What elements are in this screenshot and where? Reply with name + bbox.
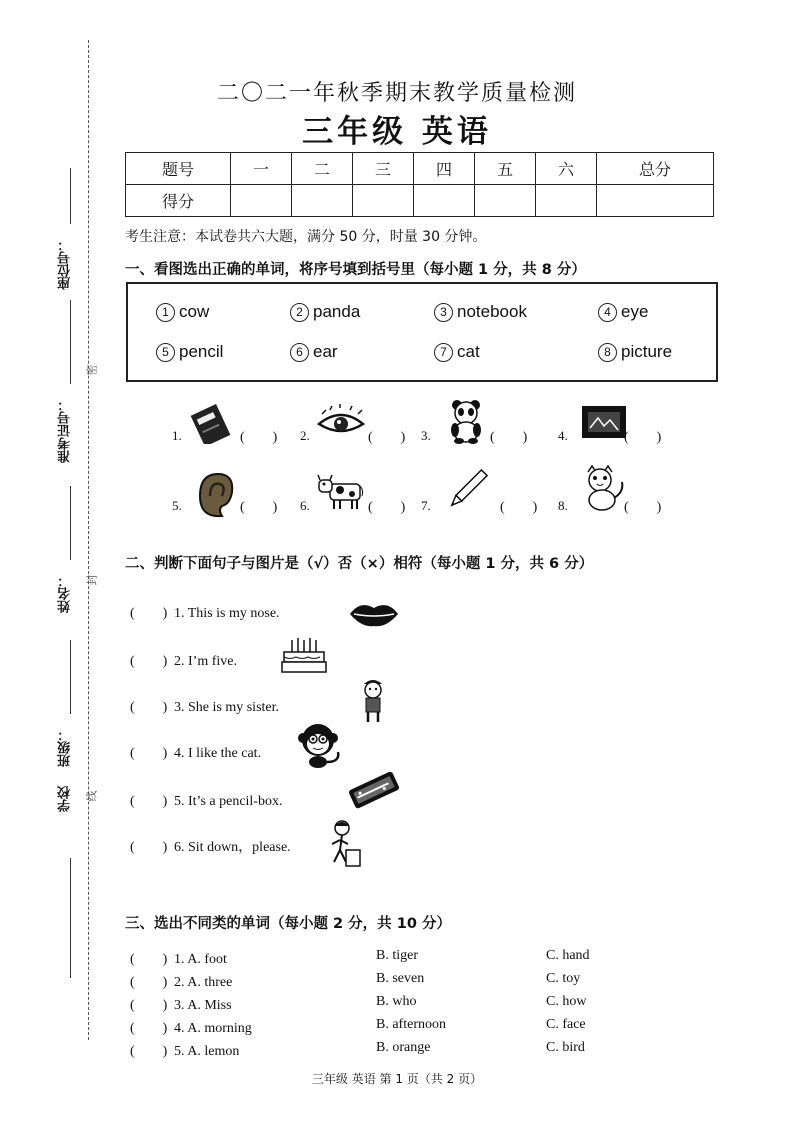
answer-blank[interactable]: ( ) bbox=[130, 794, 168, 809]
choice-question: 1. A. foot bbox=[174, 952, 227, 967]
word-number: 3 bbox=[434, 303, 453, 322]
score-row-label: 得分 bbox=[126, 185, 231, 217]
seal-char-feng: 封 bbox=[85, 574, 99, 586]
cow-icon bbox=[316, 472, 366, 512]
birthday-cake-icon bbox=[280, 638, 328, 674]
score-header-cell: 题号 bbox=[126, 153, 231, 185]
word-text: notebook bbox=[457, 302, 527, 321]
judgement-sentence: 4. I like the cat. bbox=[174, 746, 262, 761]
judgement-row bbox=[130, 696, 279, 716]
binding-dashed-line bbox=[88, 40, 89, 1040]
picture-item-label: 5. bbox=[172, 498, 182, 513]
word-number: 8 bbox=[598, 343, 617, 362]
word-number: 1 bbox=[156, 303, 175, 322]
word-option bbox=[156, 342, 223, 362]
exam-subtitle: 三年级 英语 bbox=[302, 114, 492, 150]
score-header-cell: 四 bbox=[414, 153, 475, 185]
section3-heading: 三、选出不同类的单词（每小题 2 分，共 10 分） bbox=[125, 916, 451, 932]
answer-blank[interactable]: ( ) bbox=[130, 975, 168, 990]
answer-blank[interactable]: ( ) bbox=[624, 500, 662, 515]
judgement-row bbox=[130, 602, 280, 622]
choice-option-c: C. hand bbox=[546, 948, 590, 963]
answer-blank[interactable]: ( ) bbox=[240, 430, 278, 445]
choice-option-c: C. bird bbox=[546, 1040, 585, 1055]
answer-blank[interactable]: ( ) bbox=[368, 500, 406, 515]
seat-number-label: 座位号： bbox=[58, 238, 73, 290]
word-number: 6 bbox=[290, 343, 309, 362]
panda-icon bbox=[446, 398, 486, 444]
choice-option-c: C. toy bbox=[546, 971, 581, 986]
score-header-cell: 五 bbox=[475, 153, 536, 185]
exam-notice: 考生注意：本试卷共六大题，满分 50 分，时量 30 分钟。 bbox=[125, 229, 487, 245]
word-option bbox=[290, 342, 338, 362]
word-number: 5 bbox=[156, 343, 175, 362]
judgement-row bbox=[130, 742, 261, 762]
word-text: eye bbox=[621, 302, 649, 321]
score-table bbox=[125, 152, 714, 217]
exam-number-blank[interactable] bbox=[70, 300, 71, 384]
class-blank[interactable] bbox=[70, 640, 71, 714]
choice-question: 4. A. morning bbox=[174, 1021, 252, 1036]
word-number: 7 bbox=[434, 343, 453, 362]
seat-number-blank[interactable] bbox=[70, 168, 71, 224]
score-table-header-row bbox=[126, 153, 714, 185]
word-option bbox=[598, 302, 648, 322]
answer-blank[interactable]: ( ) bbox=[490, 430, 528, 445]
choice-option-b: B. afternoon bbox=[376, 1017, 446, 1032]
class-label: 班级： bbox=[58, 728, 73, 767]
word-option bbox=[156, 302, 209, 322]
picture-item-label: 7. bbox=[421, 498, 431, 513]
judgement-sentence: 2. I’m five. bbox=[174, 654, 237, 669]
score-header-cell: 六 bbox=[536, 153, 597, 185]
name-label: 姓名： bbox=[58, 574, 73, 613]
answer-blank[interactable]: ( ) bbox=[130, 998, 168, 1013]
choice-option-c: C. how bbox=[546, 994, 587, 1009]
judgement-row bbox=[130, 836, 291, 856]
picture-item-label: 6. bbox=[300, 498, 310, 513]
score-cell[interactable] bbox=[353, 185, 414, 217]
choice-row bbox=[130, 994, 232, 1014]
notebook-icon bbox=[188, 404, 234, 444]
picture-item-label: 1. bbox=[172, 428, 182, 443]
score-cell[interactable] bbox=[597, 185, 714, 217]
score-cell[interactable] bbox=[414, 185, 475, 217]
choice-option-b: B. seven bbox=[376, 971, 425, 986]
word-option bbox=[434, 302, 527, 322]
score-header-cell: 一 bbox=[231, 153, 292, 185]
score-cell[interactable] bbox=[475, 185, 536, 217]
word-bank-box bbox=[126, 282, 718, 382]
answer-blank[interactable]: ( ) bbox=[500, 500, 538, 515]
judgement-sentence: 3. She is my sister. bbox=[174, 700, 280, 715]
lips-icon bbox=[348, 600, 400, 628]
choice-option-b: B. tiger bbox=[376, 948, 418, 963]
answer-blank[interactable]: ( ) bbox=[130, 840, 168, 855]
word-option bbox=[290, 302, 360, 322]
word-text: panda bbox=[313, 302, 361, 321]
boy-icon bbox=[358, 676, 388, 726]
choice-option-b: B. orange bbox=[376, 1040, 431, 1055]
seal-char-xian: 线 bbox=[85, 790, 99, 802]
score-table-score-row bbox=[126, 185, 714, 217]
choice-question: 5. A. lemon bbox=[174, 1044, 240, 1059]
picture-item-label: 4. bbox=[558, 428, 568, 443]
answer-blank[interactable]: ( ) bbox=[240, 500, 278, 515]
seal-char-mi: 密 bbox=[85, 364, 99, 376]
judgement-sentence: 5. It’s a pencil-box. bbox=[174, 794, 283, 809]
exam-number-label: 准考证号： bbox=[58, 398, 73, 463]
choice-option-b: B. who bbox=[376, 994, 417, 1009]
answer-blank[interactable]: ( ) bbox=[368, 430, 406, 445]
score-header-cell: 二 bbox=[292, 153, 353, 185]
cat-icon bbox=[580, 464, 628, 512]
answer-blank[interactable]: ( ) bbox=[130, 952, 168, 967]
picture-item-label: 3. bbox=[421, 428, 431, 443]
score-cell[interactable] bbox=[536, 185, 597, 217]
word-number: 2 bbox=[290, 303, 309, 322]
word-text: pencil bbox=[179, 342, 224, 361]
choice-row bbox=[130, 1040, 239, 1060]
word-text: cow bbox=[179, 302, 210, 321]
name-blank[interactable] bbox=[70, 486, 71, 560]
monkey-icon bbox=[298, 722, 344, 768]
school-blank[interactable] bbox=[70, 858, 71, 978]
word-text: cat bbox=[457, 342, 480, 361]
choice-question: 2. A. three bbox=[174, 975, 233, 990]
ear-icon bbox=[192, 470, 238, 520]
section1-heading: 一、看图选出正确的单词，将序号填到括号里（每小题 1 分，共 8 分） bbox=[125, 262, 586, 278]
answer-blank[interactable]: ( ) bbox=[130, 746, 168, 761]
judgement-row bbox=[130, 790, 282, 810]
answer-blank[interactable]: ( ) bbox=[130, 606, 168, 621]
judgement-sentence: 1. This is my nose. bbox=[174, 606, 280, 621]
word-option bbox=[434, 342, 480, 362]
choice-row bbox=[130, 971, 232, 991]
answer-blank[interactable]: ( ) bbox=[130, 700, 168, 715]
score-header-cell: 三 bbox=[353, 153, 414, 185]
word-text: ear bbox=[313, 342, 338, 361]
choice-row bbox=[130, 948, 227, 968]
picture-item-label: 2. bbox=[300, 428, 310, 443]
choice-row bbox=[130, 1017, 252, 1037]
section2-heading: 二、判断下面句子与图片是（√）否（×）相符（每小题 1 分，共 6 分） bbox=[125, 556, 594, 572]
pencil-box-icon bbox=[346, 770, 402, 810]
score-cell[interactable] bbox=[292, 185, 353, 217]
answer-blank[interactable]: ( ) bbox=[130, 654, 168, 669]
choice-question: 3. A. Miss bbox=[174, 998, 232, 1013]
exam-title: 二〇二一年秋季期末教学质量检测 bbox=[216, 81, 577, 106]
word-option bbox=[598, 342, 672, 362]
pencil-icon bbox=[446, 466, 490, 512]
picture-icon bbox=[580, 404, 628, 440]
answer-blank[interactable]: ( ) bbox=[130, 1021, 168, 1036]
answer-blank[interactable]: ( ) bbox=[130, 1044, 168, 1059]
judgement-row bbox=[130, 650, 237, 670]
choice-option-c: C. face bbox=[546, 1017, 586, 1032]
word-number: 4 bbox=[598, 303, 617, 322]
school-label: 学校 bbox=[58, 786, 73, 812]
page-footer: 三年级 英语 第 1 页（共 2 页） bbox=[311, 1072, 483, 1086]
score-header-cell: 总分 bbox=[597, 153, 714, 185]
answer-blank[interactable]: ( ) bbox=[624, 430, 662, 445]
score-cell[interactable] bbox=[231, 185, 292, 217]
word-text: picture bbox=[621, 342, 673, 361]
eye-icon bbox=[316, 404, 366, 440]
judgement-sentence: 6. Sit down，please. bbox=[174, 840, 291, 855]
picture-item-label: 8. bbox=[558, 498, 568, 513]
student-icon bbox=[328, 818, 362, 870]
